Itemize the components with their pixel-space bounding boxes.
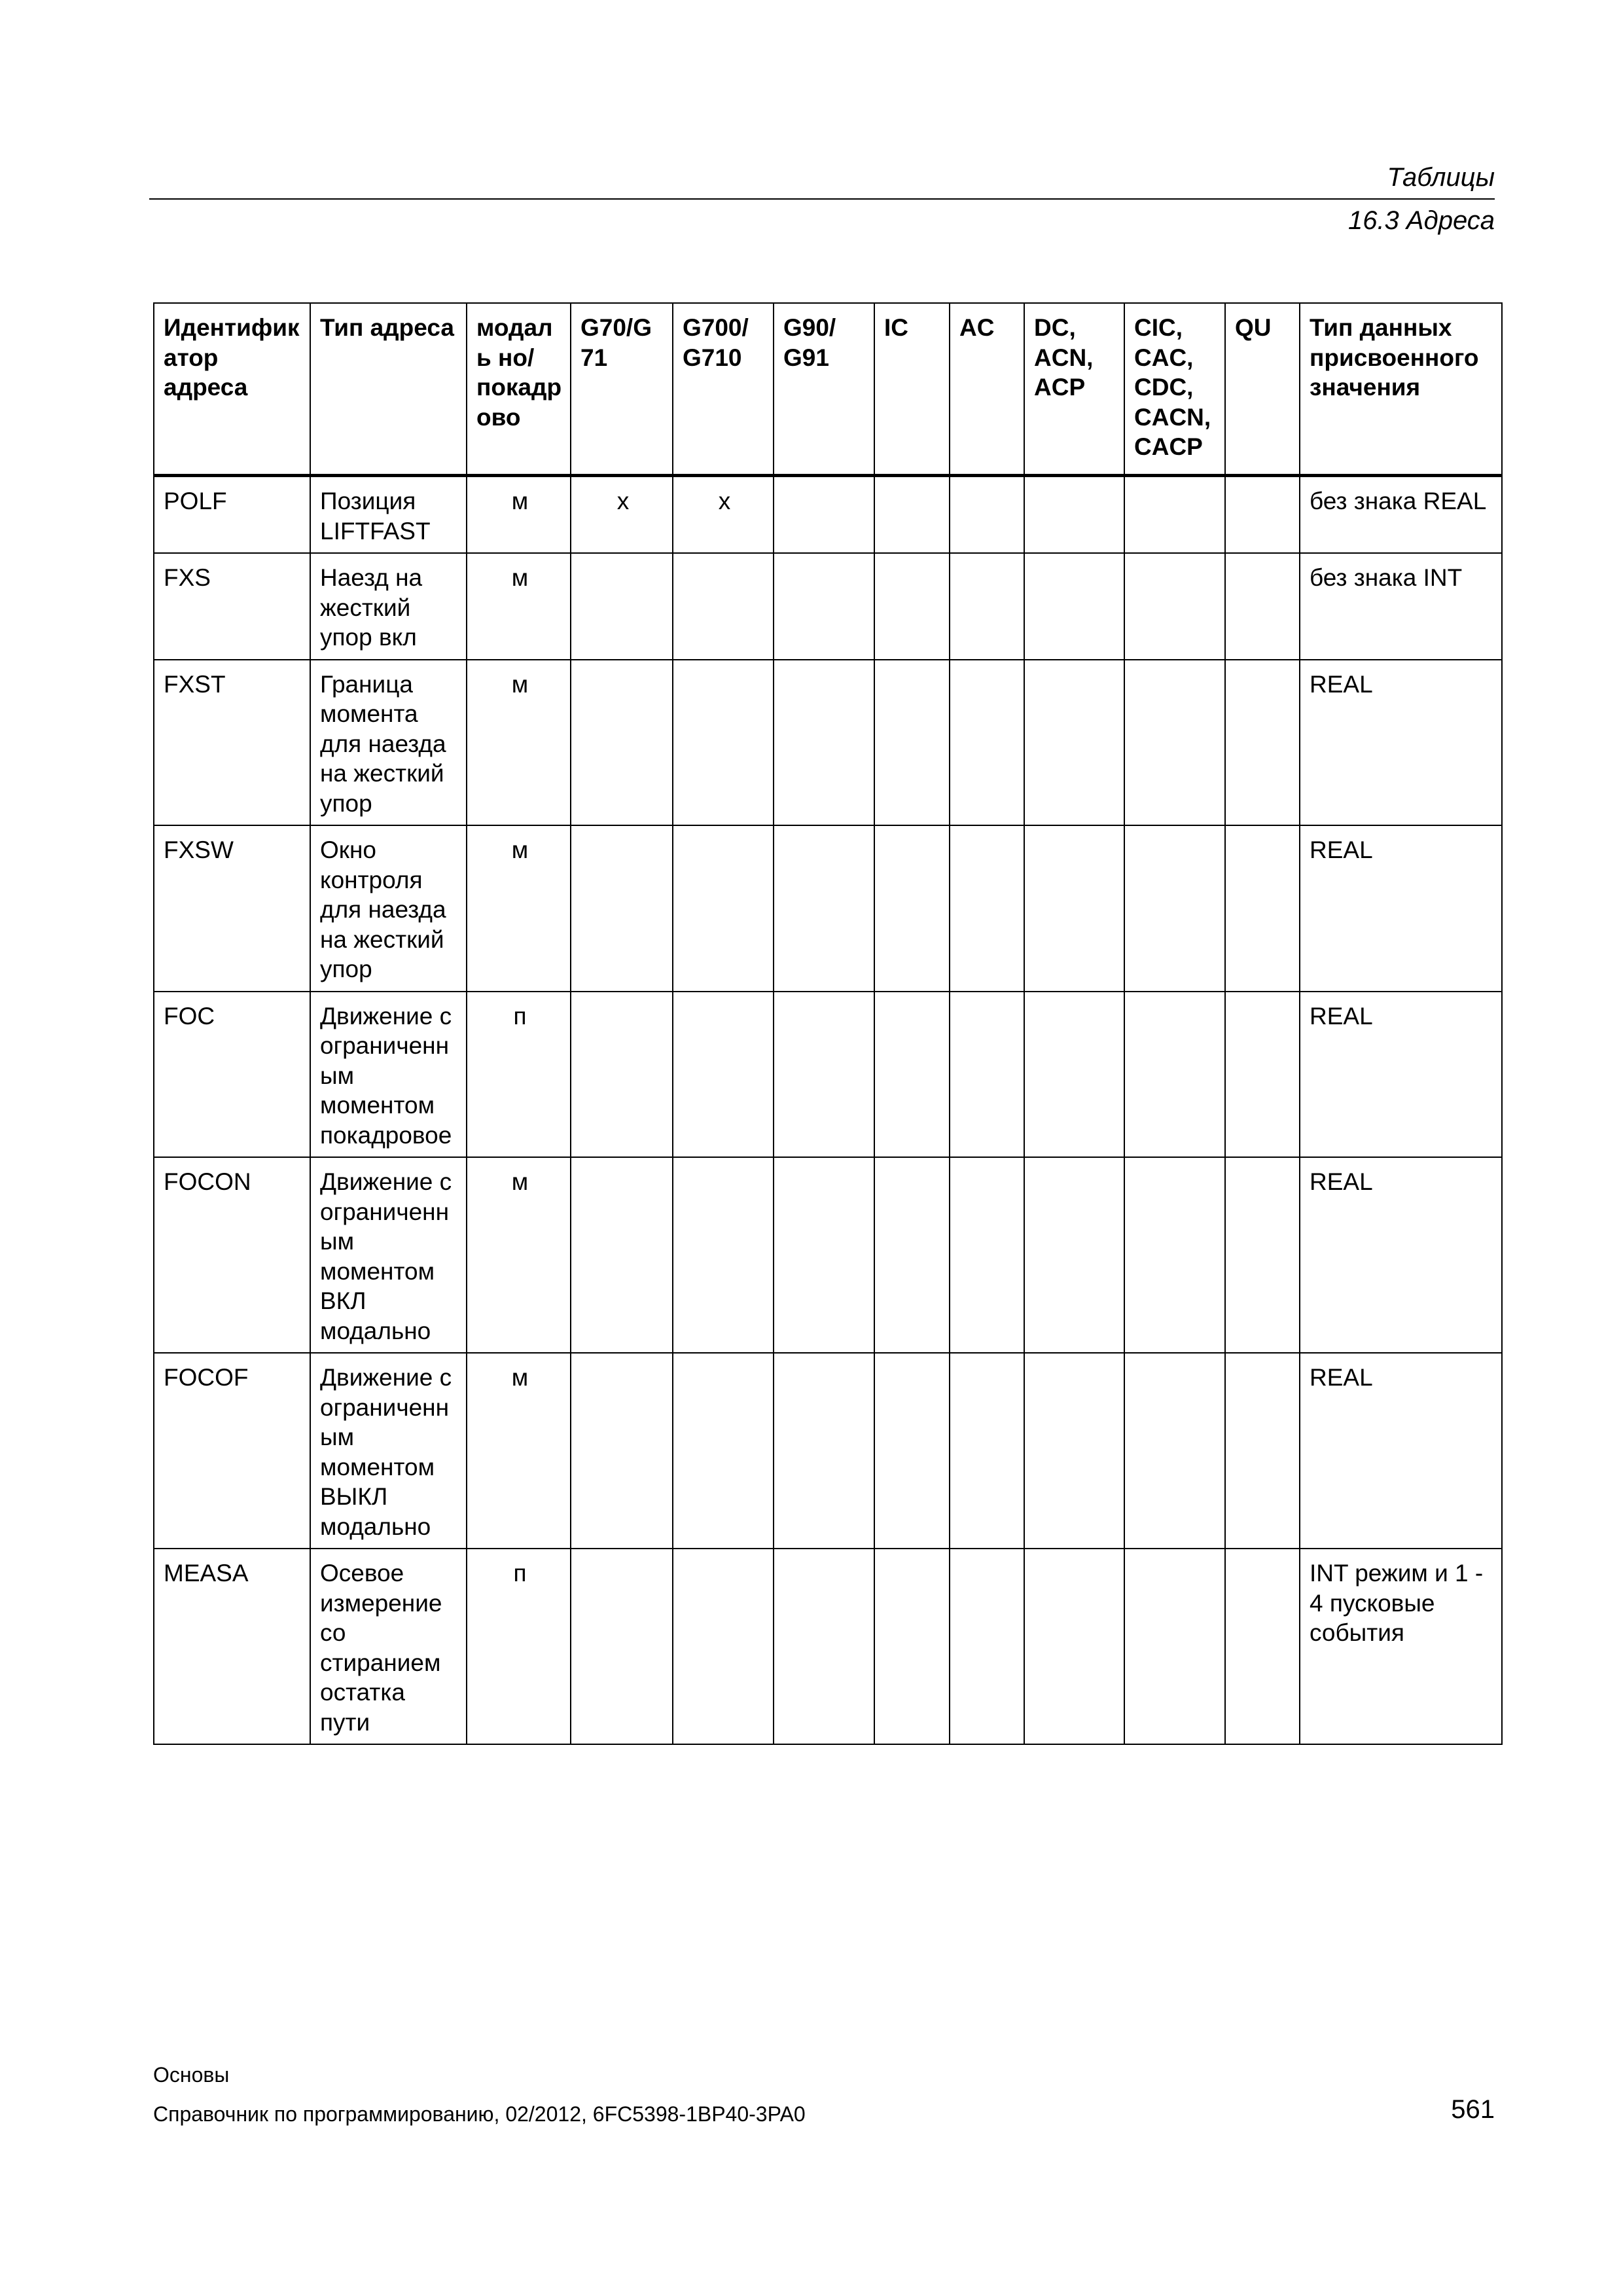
- table-cell: [673, 825, 774, 992]
- table-cell: [673, 992, 774, 1158]
- table-cell: FOCON: [154, 1157, 310, 1353]
- table-header-row: [154, 303, 1502, 476]
- table-cell: [673, 1157, 774, 1353]
- table-cell: [1225, 660, 1300, 826]
- table-cell: [874, 660, 950, 826]
- table-cell: [571, 825, 673, 992]
- table-cell: [950, 1549, 1024, 1744]
- table-cell: REAL: [1300, 1353, 1502, 1549]
- table-cell: POLF: [154, 476, 310, 554]
- table-cell: без знака REAL: [1300, 476, 1502, 554]
- page-number: 561: [1451, 2095, 1495, 2124]
- table-cell: [950, 1353, 1024, 1549]
- column-header: Тип адреса: [310, 303, 467, 476]
- table-cell: [673, 660, 774, 826]
- table-cell: [874, 1353, 950, 1549]
- running-header-section: 16.3 Адреса: [1347, 206, 1495, 235]
- table-cell: x: [571, 476, 673, 554]
- column-header: DC, ACN, ACP: [1024, 303, 1124, 476]
- header-rule: [149, 198, 1495, 200]
- table-cell: [1124, 553, 1225, 660]
- table-cell: [774, 1549, 874, 1744]
- table-cell: [1124, 1549, 1225, 1744]
- table-row: [154, 1353, 1502, 1549]
- table-cell: [774, 476, 874, 554]
- column-header: AC: [950, 303, 1024, 476]
- table-cell: FXS: [154, 553, 310, 660]
- table-cell: [874, 825, 950, 992]
- column-header: IC: [874, 303, 950, 476]
- table-cell: [1225, 1549, 1300, 1744]
- table-cell: REAL: [1300, 1157, 1502, 1353]
- table-cell: [950, 1157, 1024, 1353]
- running-header-title: Таблицы: [1387, 163, 1495, 192]
- table-cell: [1024, 660, 1124, 826]
- table-cell: INT режим и 1 - 4 пусковые события: [1300, 1549, 1502, 1744]
- table-cell: [774, 553, 874, 660]
- table-cell: [571, 553, 673, 660]
- table-cell: [1024, 825, 1124, 992]
- table-cell: [1225, 553, 1300, 660]
- table-cell: м: [467, 1157, 571, 1353]
- table-cell: FXST: [154, 660, 310, 826]
- table-cell: Позиция LIFTFAST: [310, 476, 467, 554]
- column-header: G700/ G710: [673, 303, 774, 476]
- table-cell: [774, 825, 874, 992]
- footer-manual-info: Справочник по программированию, 02/2012, 6FC5398-1BP40-3PA0: [153, 2102, 806, 2126]
- table-cell: [1124, 825, 1225, 992]
- table-cell: [673, 1549, 774, 1744]
- table-cell: м: [467, 825, 571, 992]
- table-cell: [950, 825, 1024, 992]
- table-cell: м: [467, 1353, 571, 1549]
- table-cell: [1024, 1353, 1124, 1549]
- table-cell: м: [467, 660, 571, 826]
- table-cell: FOC: [154, 992, 310, 1158]
- footer-book-title: Основы: [153, 2063, 230, 2087]
- table-cell: [774, 1157, 874, 1353]
- table-cell: Граница момента для наезда на жесткий упор: [310, 660, 467, 826]
- table-row: [154, 660, 1502, 826]
- table-cell: [673, 553, 774, 660]
- table-cell: Движение с ограниченн ым моментом покадровое: [310, 992, 467, 1158]
- table-cell: FOCOF: [154, 1353, 310, 1549]
- table-cell: [1024, 1549, 1124, 1744]
- column-header: модаль но/ покадр ово: [467, 303, 571, 476]
- table-cell: [1124, 992, 1225, 1158]
- table-cell: [950, 660, 1024, 826]
- table-cell: Движение с ограниченн ым моментом ВЫКЛ модально: [310, 1353, 467, 1549]
- column-header: Тип данных присвоенного значения: [1300, 303, 1502, 476]
- table-cell: п: [467, 1549, 571, 1744]
- column-header: CIC, CAC, CDC, CACN, CACP: [1124, 303, 1225, 476]
- table-cell: Окно контроля для наезда на жесткий упор: [310, 825, 467, 992]
- table-cell: м: [467, 476, 571, 554]
- table-row: [154, 992, 1502, 1158]
- table-cell: [874, 553, 950, 660]
- table-cell: [774, 660, 874, 826]
- table-cell: [1225, 825, 1300, 992]
- table-cell: [571, 992, 673, 1158]
- table-cell: [571, 1157, 673, 1353]
- table-cell: REAL: [1300, 825, 1502, 992]
- table-cell: x: [673, 476, 774, 554]
- table-cell: [874, 476, 950, 554]
- table-cell: [1124, 476, 1225, 554]
- table-cell: [774, 992, 874, 1158]
- column-header: G90/ G91: [774, 303, 874, 476]
- table-cell: [571, 1549, 673, 1744]
- table-row: [154, 1157, 1502, 1353]
- table-row: [154, 825, 1502, 992]
- table-cell: [1024, 553, 1124, 660]
- table-cell: Наезд на жесткий упор вкл: [310, 553, 467, 660]
- table-cell: [1024, 476, 1124, 554]
- table-cell: п: [467, 992, 571, 1158]
- table-row: [154, 553, 1502, 660]
- table-row: [154, 1549, 1502, 1744]
- table-cell: [874, 992, 950, 1158]
- table-cell: [1124, 1157, 1225, 1353]
- table-cell: [874, 1549, 950, 1744]
- table-cell: MEASA: [154, 1549, 310, 1744]
- table-cell: [1225, 476, 1300, 554]
- table-cell: REAL: [1300, 660, 1502, 826]
- table-row: [154, 476, 1502, 554]
- table-cell: [571, 660, 673, 826]
- table-cell: [1024, 1157, 1124, 1353]
- table-cell: [774, 1353, 874, 1549]
- table-cell: м: [467, 553, 571, 660]
- table-cell: Осевое измерение со стиранием остатка пути: [310, 1549, 467, 1744]
- table-cell: [1225, 1157, 1300, 1353]
- table-cell: без знака INT: [1300, 553, 1502, 660]
- table-cell: Движение с ограниченн ым моментом ВКЛ модально: [310, 1157, 467, 1353]
- column-header: Идентифик атор адреса: [154, 303, 310, 476]
- table-cell: [673, 1353, 774, 1549]
- table-cell: [1225, 992, 1300, 1158]
- table-cell: [950, 553, 1024, 660]
- table-cell: [874, 1157, 950, 1353]
- table-cell: FXSW: [154, 825, 310, 992]
- table-cell: [950, 992, 1024, 1158]
- table-cell: [950, 476, 1024, 554]
- table-cell: [1024, 992, 1124, 1158]
- table-cell: [571, 1353, 673, 1549]
- address-table: [153, 302, 1503, 1745]
- column-header: QU: [1225, 303, 1300, 476]
- table-cell: [1225, 1353, 1300, 1549]
- table-cell: REAL: [1300, 992, 1502, 1158]
- table-cell: [1124, 1353, 1225, 1549]
- table-cell: [1124, 660, 1225, 826]
- column-header: G70/G 71: [571, 303, 673, 476]
